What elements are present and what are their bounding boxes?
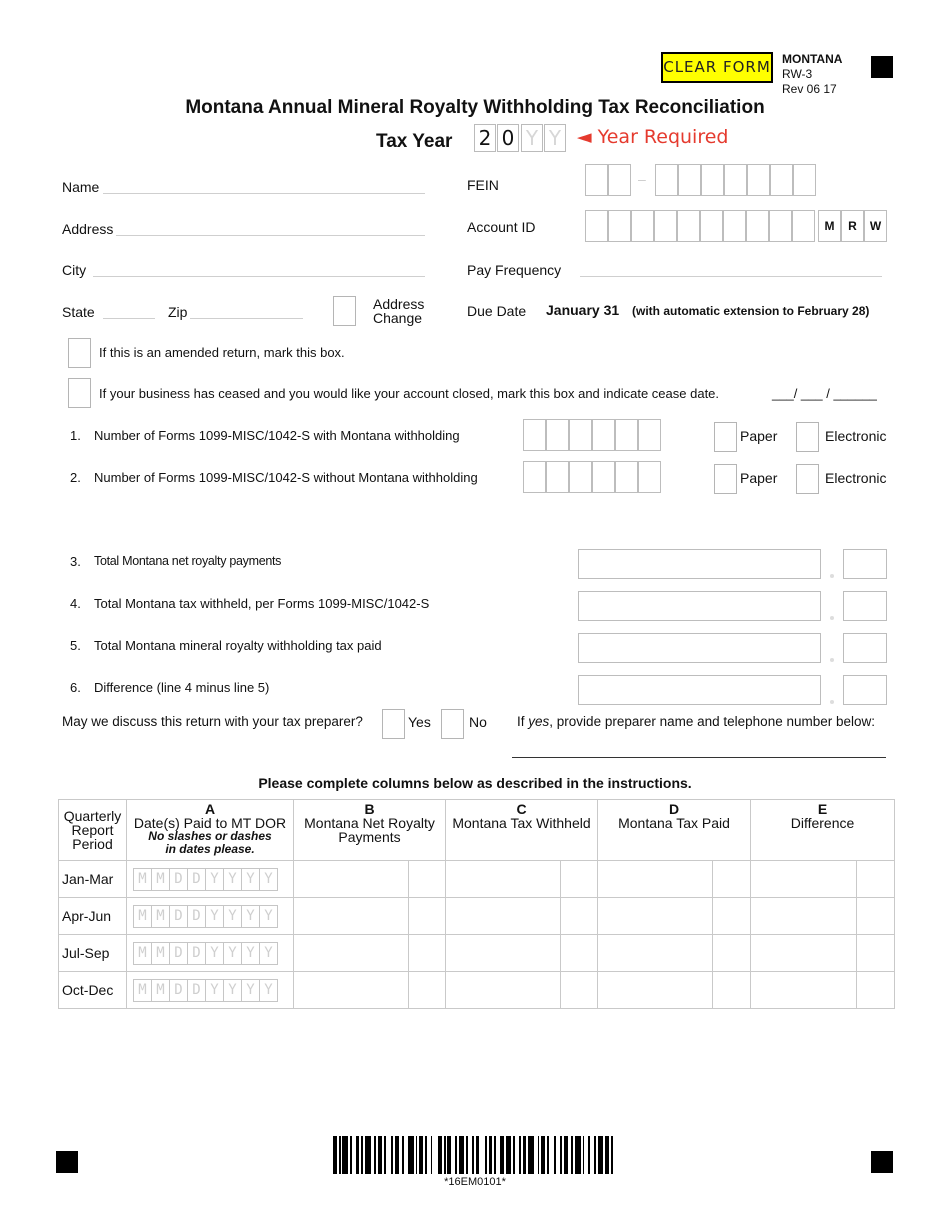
period-label: Oct-Dec [59,972,127,1009]
account-id-digit[interactable] [792,210,815,242]
account-id-digit[interactable] [677,210,700,242]
table-row [59,972,895,1009]
date-digit-input[interactable]: D [169,942,188,965]
barcode-bar [613,1136,617,1174]
zip-label: Zip [168,304,188,320]
line-1-electronic-label: Electronic [825,428,887,444]
date-digit-input[interactable]: M [133,942,152,965]
preparer-yes-checkbox[interactable] [382,709,405,739]
account-id-digit[interactable] [585,210,608,242]
date-digit-input[interactable]: D [187,868,206,891]
tax-paid-dollars-input[interactable] [598,861,713,898]
difference-cents-input[interactable] [857,972,895,1009]
account-id-digit[interactable] [608,210,631,242]
table-row [59,898,895,935]
line-3-number: 3. [70,554,81,569]
line-6-label: Difference (line 4 minus line 5) [94,680,270,695]
account-suffix-r: R [841,210,864,242]
line-4-number: 4. [70,596,81,611]
tax-withheld-cents-input[interactable] [561,898,598,935]
period-header-text: Quarterly Report Period [63,808,122,852]
column-title: Difference [790,815,855,831]
date-digit-input[interactable]: Y [205,942,224,965]
line-2-digit[interactable] [523,461,546,493]
column-title: Date(s) Paid to MT DOR [133,815,287,831]
form-identifier [782,52,842,97]
line-2-electronic-label: Electronic [825,470,887,486]
decimal-point [830,574,834,578]
pay-frequency-label: Pay Frequency [467,262,562,278]
column-letter: E [817,801,828,817]
account-id-digit[interactable] [700,210,723,242]
date-digit-input[interactable]: Y [223,979,242,1002]
date-digit-input[interactable]: Y [259,868,278,891]
column-letter: D [668,801,680,817]
line-1-digit[interactable] [523,419,546,451]
net-royalty-dollars-input[interactable] [294,935,409,972]
fein-label: FEIN [467,177,499,193]
net-royalty-cents-input[interactable] [409,898,446,935]
date-digit-input[interactable]: D [169,868,188,891]
line-2-label: Number of Forms 1099-MISC/1042-S without Montana withholding [94,470,478,485]
line-1-paper-label: Paper [740,428,778,444]
registration-mark [871,56,893,78]
net-royalty-cents-input[interactable] [409,935,446,972]
name-label: Name [62,179,100,195]
line-1-digit[interactable] [592,419,615,451]
tax-paid-cents-input[interactable] [713,898,751,935]
tax-year-digit[interactable]: 0 [497,124,519,152]
line-2-digit[interactable] [592,461,615,493]
net-royalty-dollars-input[interactable] [294,972,409,1009]
decimal-point [830,700,834,704]
table-instruction: Please complete columns below as described in the instructions. [258,775,692,791]
registration-mark [871,1151,893,1173]
cease-date-input[interactable]: ___/ ___ / ______ [772,386,877,401]
line-6-number: 6. [70,680,81,695]
line-5-dollars-input[interactable] [578,633,821,663]
account-id-digit[interactable] [769,210,792,242]
line-2-number: 2. [70,470,81,485]
column-e-header [751,800,895,861]
line-6-dollars-input[interactable] [578,675,821,705]
preparer-question: May we discuss this return with your tax preparer? [62,714,363,729]
line-2-digit[interactable] [569,461,592,493]
date-digit-input[interactable]: Y [241,905,260,928]
registration-mark [56,1151,78,1173]
date-digit-input[interactable]: Y [259,905,278,928]
tax-withheld-cents-input[interactable] [561,935,598,972]
preparer-yes-label: Yes [408,714,431,730]
preparer-instruction [517,714,875,729]
business-ceased-label: If your business has ceased and you would like your account closed, mark this box and indicate cease date. [99,386,720,401]
date-digit-input[interactable]: M [133,905,152,928]
quarterly-table [58,799,895,1009]
state-input[interactable] [103,318,155,319]
account-id-digit[interactable] [723,210,746,242]
account-id-digit[interactable] [746,210,769,242]
column-title: Montana Net Royalty Payments [304,815,435,845]
barcode-text: *16EM0101* [444,1176,506,1188]
line-6-cents-input[interactable] [843,675,887,705]
period-label: Jan-Mar [59,861,127,898]
date-digit-input[interactable]: Y [259,942,278,965]
column-note: No slashes or dashes in dates please. [148,829,272,856]
page-title: Montana Annual Mineral Royalty Withholding Tax Reconciliation [185,97,765,118]
tax-withheld-dollars-input[interactable] [446,861,561,898]
tax-year-digit[interactable]: Y [521,124,543,152]
date-paid-cell[interactable] [127,898,294,935]
address-change-checkbox[interactable] [333,296,356,326]
city-label: City [62,262,87,278]
date-digit-input[interactable]: Y [241,868,260,891]
date-digit-input[interactable]: Y [241,979,260,1002]
column-letter: B [364,801,375,817]
line-1-paper-checkbox[interactable] [714,422,737,452]
difference-cents-input[interactable] [857,898,895,935]
clear-form-button[interactable]: CLEAR FORM [661,52,773,83]
pay-frequency-input[interactable] [580,276,882,277]
tax-year-digit[interactable]: 2 [474,124,496,152]
address-label: Address [62,221,114,237]
address-input[interactable] [116,235,425,236]
date-digit-input[interactable]: Y [259,979,278,1002]
date-digit-input[interactable]: M [151,942,170,965]
form-code: RW-3 [782,67,813,81]
period-label: Apr-Jun [59,898,127,935]
fein-dash: – [638,171,646,187]
date-digit-input[interactable]: M [133,868,152,891]
tax-withheld-dollars-input[interactable] [446,898,561,935]
fein-digit[interactable] [585,164,608,196]
date-digit-input[interactable]: M [151,979,170,1002]
date-digit-input[interactable]: Y [241,942,260,965]
table-row [59,861,895,898]
column-letter: C [516,801,527,817]
date-digit-input[interactable]: D [187,942,206,965]
date-digit-input[interactable]: Y [223,905,242,928]
tax-paid-cents-input[interactable] [713,935,751,972]
difference-cents-input[interactable] [857,935,895,972]
column-a-header [127,800,294,861]
fein-digit[interactable] [655,164,678,196]
line-1-electronic-checkbox[interactable] [796,422,819,452]
preparer-instruction-if: If [517,714,525,729]
column-d-header [598,800,751,861]
date-paid-cell[interactable] [127,972,294,1009]
line-1-digit[interactable] [569,419,592,451]
net-royalty-cents-input[interactable] [409,861,446,898]
due-date-value: January 31 [546,302,620,318]
difference-cents-input[interactable] [857,861,895,898]
date-digit-input[interactable]: Y [223,942,242,965]
fein-digit[interactable] [724,164,747,196]
tax-withheld-dollars-input[interactable] [446,972,561,1009]
column-title: Montana Tax Withheld [452,815,591,831]
line-5-number: 5. [70,638,81,653]
name-input[interactable] [103,193,425,194]
line-1-label: Number of Forms 1099-MISC/1042-S with Montana withholding [94,428,460,443]
line-3-cents-input[interactable] [843,549,887,579]
tax-paid-dollars-input[interactable] [598,935,713,972]
line-1-digit[interactable] [638,419,661,451]
fein-digit[interactable] [770,164,793,196]
tax-withheld-cents-input[interactable] [561,972,598,1009]
column-c-header [446,800,598,861]
line-5-cents-input[interactable] [843,633,887,663]
tax-paid-dollars-input[interactable] [598,898,713,935]
address-change-label-line: Address [373,296,425,312]
net-royalty-cents-input[interactable] [409,972,446,1009]
line-1-digit[interactable] [546,419,569,451]
line-3-label: Total Montana net royalty payments [94,554,282,568]
column-letter: A [204,801,216,817]
date-digit-input[interactable]: D [169,979,188,1002]
address-change-label [373,297,424,325]
line-1-digit[interactable] [615,419,638,451]
tax-paid-cents-input[interactable] [713,972,751,1009]
difference-dollars-input[interactable] [751,935,857,972]
date-digit-input[interactable]: D [187,905,206,928]
fein-digit[interactable] [678,164,701,196]
state-label: State [62,304,95,320]
decimal-point [830,658,834,662]
tax-withheld-dollars-input[interactable] [446,935,561,972]
fein-digit[interactable] [608,164,631,196]
account-suffix-w: W [864,210,887,242]
account-id-digit[interactable] [631,210,654,242]
preparer-instruction-yes: yes [528,714,550,729]
zip-input[interactable] [190,318,303,319]
tax-withheld-cents-input[interactable] [561,861,598,898]
tax-paid-cents-input[interactable] [713,861,751,898]
column-title: Montana Tax Paid [618,815,730,831]
line-2-paper-checkbox[interactable] [714,464,737,494]
fein-digit[interactable] [747,164,770,196]
fein-digit[interactable] [701,164,724,196]
fein-digit[interactable] [793,164,816,196]
date-digit-input[interactable]: M [151,905,170,928]
amended-return-checkbox[interactable] [68,338,91,368]
date-digit-input[interactable]: Y [205,979,224,1002]
state-name: MONTANA [782,52,843,66]
table-row [59,935,895,972]
decimal-point [830,616,834,620]
account-id-label: Account ID [467,219,536,235]
line-4-label: Total Montana tax withheld, per Forms 1099-MISC/1042-S [94,596,430,611]
line-2-digit[interactable] [546,461,569,493]
net-royalty-dollars-input[interactable] [294,898,409,935]
due-date-label: Due Date [467,303,527,319]
date-digit-input[interactable]: D [187,979,206,1002]
account-id-digit[interactable] [654,210,677,242]
line-1-number: 1. [70,428,81,443]
tax-year-label: Tax Year [376,131,453,152]
tax-paid-dollars-input[interactable] [598,972,713,1009]
barcode [333,1136,617,1174]
account-suffix-m: M [818,210,841,242]
date-digit-input[interactable]: M [151,868,170,891]
date-digit-input[interactable]: Y [205,905,224,928]
line-2-electronic-checkbox[interactable] [796,464,819,494]
city-input[interactable] [93,276,425,277]
column-b-header [294,800,446,861]
net-royalty-dollars-input[interactable] [294,861,409,898]
preparer-info-input[interactable] [512,757,886,758]
date-paid-cell[interactable] [127,935,294,972]
line-3-dollars-input[interactable] [578,549,821,579]
due-date-extension: (with automatic extension to February 28) [632,304,870,318]
line-2-paper-label: Paper [740,470,778,486]
preparer-no-label: No [469,714,487,730]
line-2-digit[interactable] [615,461,638,493]
period-header [59,800,127,861]
line-4-dollars-input[interactable] [578,591,821,621]
date-digit-input[interactable]: Y [223,868,242,891]
difference-dollars-input[interactable] [751,972,857,1009]
difference-dollars-input[interactable] [751,898,857,935]
period-label: Jul-Sep [59,935,127,972]
difference-dollars-input[interactable] [751,861,857,898]
line-4-cents-input[interactable] [843,591,887,621]
date-paid-cell[interactable] [127,861,294,898]
date-digit-input[interactable]: Y [205,868,224,891]
date-digit-input[interactable]: M [133,979,152,1002]
preparer-instruction-rest: , provide preparer name and telephone number below: [549,714,876,729]
address-change-label-line: Change [373,310,423,326]
form-revision: Rev 06 17 [782,82,837,96]
tax-year-digit[interactable]: Y [544,124,566,152]
business-ceased-checkbox[interactable] [68,378,91,408]
line-2-digit[interactable] [638,461,661,493]
line-5-label: Total Montana mineral royalty withholding tax paid [94,638,382,653]
amended-return-label: If this is an amended return, mark this box. [99,345,345,360]
date-digit-input[interactable]: D [169,905,188,928]
preparer-no-checkbox[interactable] [441,709,464,739]
year-required-warning: ◄ Year Required [577,126,729,148]
